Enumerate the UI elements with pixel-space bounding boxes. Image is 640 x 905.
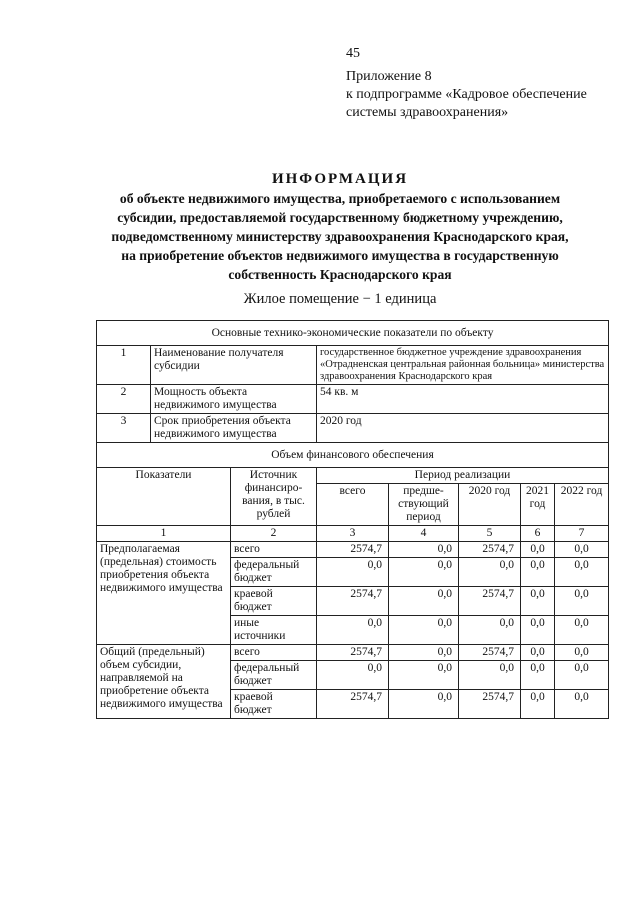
tech-row-number: 2 [97, 385, 151, 414]
value-2022: 0,0 [555, 558, 609, 587]
value-2022: 0,0 [555, 645, 609, 661]
finance-header-row [97, 443, 609, 468]
document-title [70, 170, 610, 284]
finance-row [97, 542, 609, 558]
value-2020: 0,0 [459, 661, 521, 690]
value-total: 2574,7 [317, 690, 389, 719]
finance-source: краевой бюджет [231, 587, 317, 616]
title-line: подведомственному министерству здравоохранения Краснодарского края, [111, 229, 569, 244]
value-2020: 2574,7 [459, 587, 521, 616]
value-total: 0,0 [317, 616, 389, 645]
value-2021: 0,0 [521, 558, 555, 587]
value-previous: 0,0 [389, 558, 459, 587]
page-number: 45 [346, 46, 360, 61]
value-total: 2574,7 [317, 542, 389, 558]
value-2022: 0,0 [555, 690, 609, 719]
value-total: 0,0 [317, 558, 389, 587]
value-2021: 0,0 [521, 542, 555, 558]
tech-header-row [97, 321, 609, 346]
appendix-note [346, 68, 587, 122]
tech-row-value: 2020 год [317, 414, 609, 443]
value-previous: 0,0 [389, 690, 459, 719]
tech-row-value: 54 кв. м [317, 385, 609, 414]
column-number: 4 [389, 526, 459, 542]
value-2021: 0,0 [521, 645, 555, 661]
col-indicators: Показатели [97, 468, 231, 526]
value-previous: 0,0 [389, 616, 459, 645]
value-2022: 0,0 [555, 661, 609, 690]
value-previous: 0,0 [389, 661, 459, 690]
info-table [96, 320, 609, 719]
col-2020: 2020 год [459, 484, 521, 526]
appendix-line: к подпрограмме «Кадровое обеспечение [346, 87, 587, 102]
col-2022: 2022 год [555, 484, 609, 526]
finance-source: федеральный бюджет [231, 558, 317, 587]
finance-group-label: Предполагаемая (предельная) стоимость приобретения объекта недвижимого имущества [97, 542, 231, 645]
title-line: об объекте недвижимого имущества, приобретаемого с использованием [119, 191, 561, 206]
value-total: 2574,7 [317, 645, 389, 661]
value-2021: 0,0 [521, 690, 555, 719]
finance-source: федеральный бюджет [231, 661, 317, 690]
appendix-line: Приложение 8 [346, 69, 432, 84]
finance-source: всего [231, 645, 317, 661]
finance-columns-row [97, 468, 609, 484]
tech-row-label: Мощность объекта недвижимого имущества [151, 385, 317, 414]
value-previous: 0,0 [389, 587, 459, 616]
value-2020: 2574,7 [459, 690, 521, 719]
finance-row [97, 645, 609, 661]
value-previous: 0,0 [389, 542, 459, 558]
finance-source: краевой бюджет [231, 690, 317, 719]
col-previous-period: предше-ствующий период [389, 484, 459, 526]
tech-row [97, 385, 609, 414]
col-total: всего [317, 484, 389, 526]
value-2020: 2574,7 [459, 645, 521, 661]
value-2021: 0,0 [521, 661, 555, 690]
title-line: на приобретение объектов недвижимого имущества в государственную [121, 248, 559, 263]
tech-header: Основные технико-экономические показатели по объекту [97, 321, 609, 346]
column-number: 1 [97, 526, 231, 542]
value-2020: 2574,7 [459, 542, 521, 558]
tech-row [97, 414, 609, 443]
tech-row-label: Наименование получателя субсидии [151, 346, 317, 385]
col-period: Период реализации [317, 468, 609, 484]
value-previous: 0,0 [389, 645, 459, 661]
tech-row-number: 3 [97, 414, 151, 443]
finance-source: иные источники [231, 616, 317, 645]
tech-row-number: 1 [97, 346, 151, 385]
title-line: собственность Краснодарского края [228, 267, 452, 282]
column-number: 3 [317, 526, 389, 542]
subtitle: Жилое помещение − 1 единица [243, 291, 437, 307]
value-total: 2574,7 [317, 587, 389, 616]
value-2021: 0,0 [521, 616, 555, 645]
appendix-line: системы здравоохранения» [346, 105, 509, 120]
finance-header: Объем финансового обеспечения [97, 443, 609, 468]
finance-group-label: Общий (предельный) объем субсидии, направляемой на приобретение объекта недвижимого имущества [97, 645, 231, 719]
value-2022: 0,0 [555, 616, 609, 645]
finance-source: всего [231, 542, 317, 558]
col-source: Источник финансиро-вания, в тыс. рублей [231, 468, 317, 526]
title-main: ИНФОРМАЦИЯ [271, 171, 409, 187]
column-number: 5 [459, 526, 521, 542]
value-2020: 0,0 [459, 558, 521, 587]
column-number: 7 [555, 526, 609, 542]
value-2022: 0,0 [555, 587, 609, 616]
tech-row-label: Срок приобретения объекта недвижимого имущества [151, 414, 317, 443]
tech-row [97, 346, 609, 385]
column-number: 2 [231, 526, 317, 542]
title-line: субсидии, предоставляемой государственному бюджетному учреждению, [117, 210, 563, 225]
value-2021: 0,0 [521, 587, 555, 616]
value-total: 0,0 [317, 661, 389, 690]
column-number: 6 [521, 526, 555, 542]
value-2020: 0,0 [459, 616, 521, 645]
column-numbers-row [97, 526, 609, 542]
tech-row-value: государственное бюджетное учреждение здравоохранения «Отрадненская центральная районная больница» министерства здравоохранения Краснодарского края [317, 346, 609, 385]
col-2021: 2021 год [521, 484, 555, 526]
value-2022: 0,0 [555, 542, 609, 558]
